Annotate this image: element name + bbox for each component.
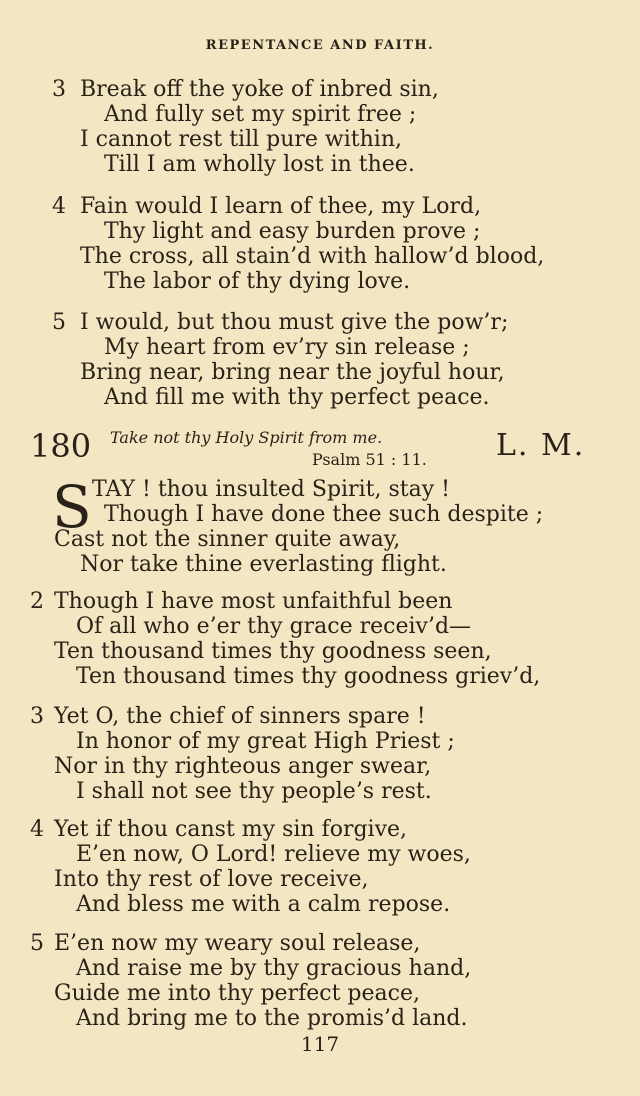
verse-line: Till I am wholly lost in thee.: [104, 152, 415, 177]
stanza-number: 5: [52, 310, 66, 335]
stanza-number: 4: [30, 817, 44, 842]
page-number: 117: [300, 1032, 340, 1056]
hymn-meter: L. M.: [496, 428, 586, 463]
verse-line: Ten thousand times thy goodness seen,: [54, 639, 492, 664]
stanza-number: 2: [30, 589, 44, 614]
verse-line: Into thy rest of love receive,: [54, 867, 369, 892]
verse-line: Break off the yoke of inbred sin,: [80, 77, 439, 102]
stanza-number: 3: [30, 704, 44, 729]
verse-line: Ten thousand times thy goodness griev’d,: [76, 664, 541, 689]
verse-line: Bring near, bring near the joyful hour,: [80, 360, 505, 385]
stanza-number: 3: [52, 77, 66, 102]
verse-line: E’en now, O Lord! relieve my woes,: [76, 842, 471, 867]
stanza-number: 4: [52, 194, 66, 219]
verse-line: And fill me with thy perfect peace.: [104, 385, 490, 410]
verse-line: Fain would I learn of thee, my Lord,: [80, 194, 482, 219]
verse-line: TAY ! thou insulted Spirit, stay !: [92, 477, 450, 502]
verse-line: Though I have done thee such despite ;: [104, 502, 544, 527]
verse-line: And fully set my spirit free ;: [104, 102, 417, 127]
verse-line: My heart from ev’ry sin release ;: [104, 335, 470, 360]
verse-line: Yet if thou canst my sin forgive,: [54, 817, 408, 842]
verse-line: I would, but thou must give the pow’r;: [80, 310, 509, 335]
verse-line: Though I have most unfaithful been: [54, 589, 453, 614]
verse-line: Yet O, the chief of sinners spare !: [54, 704, 426, 729]
verse-line: E’en now my weary soul release,: [54, 931, 421, 956]
verse-line: Thy light and easy burden prove ;: [104, 219, 481, 244]
verse-line: The labor of thy dying love.: [104, 269, 411, 294]
stanza-number: 5: [30, 931, 44, 956]
verse-line: Nor in thy righteous anger swear,: [54, 754, 432, 779]
drop-cap: S: [52, 473, 92, 541]
verse-line: And raise me by thy gracious hand,: [76, 956, 472, 981]
verse-line: Nor take thine everlasting flight.: [80, 552, 447, 577]
verse-line: In honor of my great High Priest ;: [76, 729, 455, 754]
running-title: REPENTANCE AND FAITH.: [205, 38, 435, 53]
verse-line: Cast not the sinner quite away,: [54, 527, 401, 552]
verse-line: Guide me into thy perfect peace,: [54, 981, 420, 1006]
verse-line: I cannot rest till pure within,: [80, 127, 402, 152]
verse-line: And bless me with a calm repose.: [76, 892, 451, 917]
verse-line: Of all who e’er thy grace receiv’d—: [76, 614, 472, 639]
verse-line: The cross, all stain’d with hallow’d blood,: [80, 244, 545, 269]
scripture-reference: Psalm 51 : 11.: [312, 450, 427, 469]
hymn-title: Take not thy Holy Spirit from me.: [110, 428, 383, 447]
hymn-number: 180: [30, 427, 92, 465]
verse-line: I shall not see thy people’s rest.: [76, 779, 432, 804]
verse-line: And bring me to the promis’d land.: [76, 1006, 468, 1031]
